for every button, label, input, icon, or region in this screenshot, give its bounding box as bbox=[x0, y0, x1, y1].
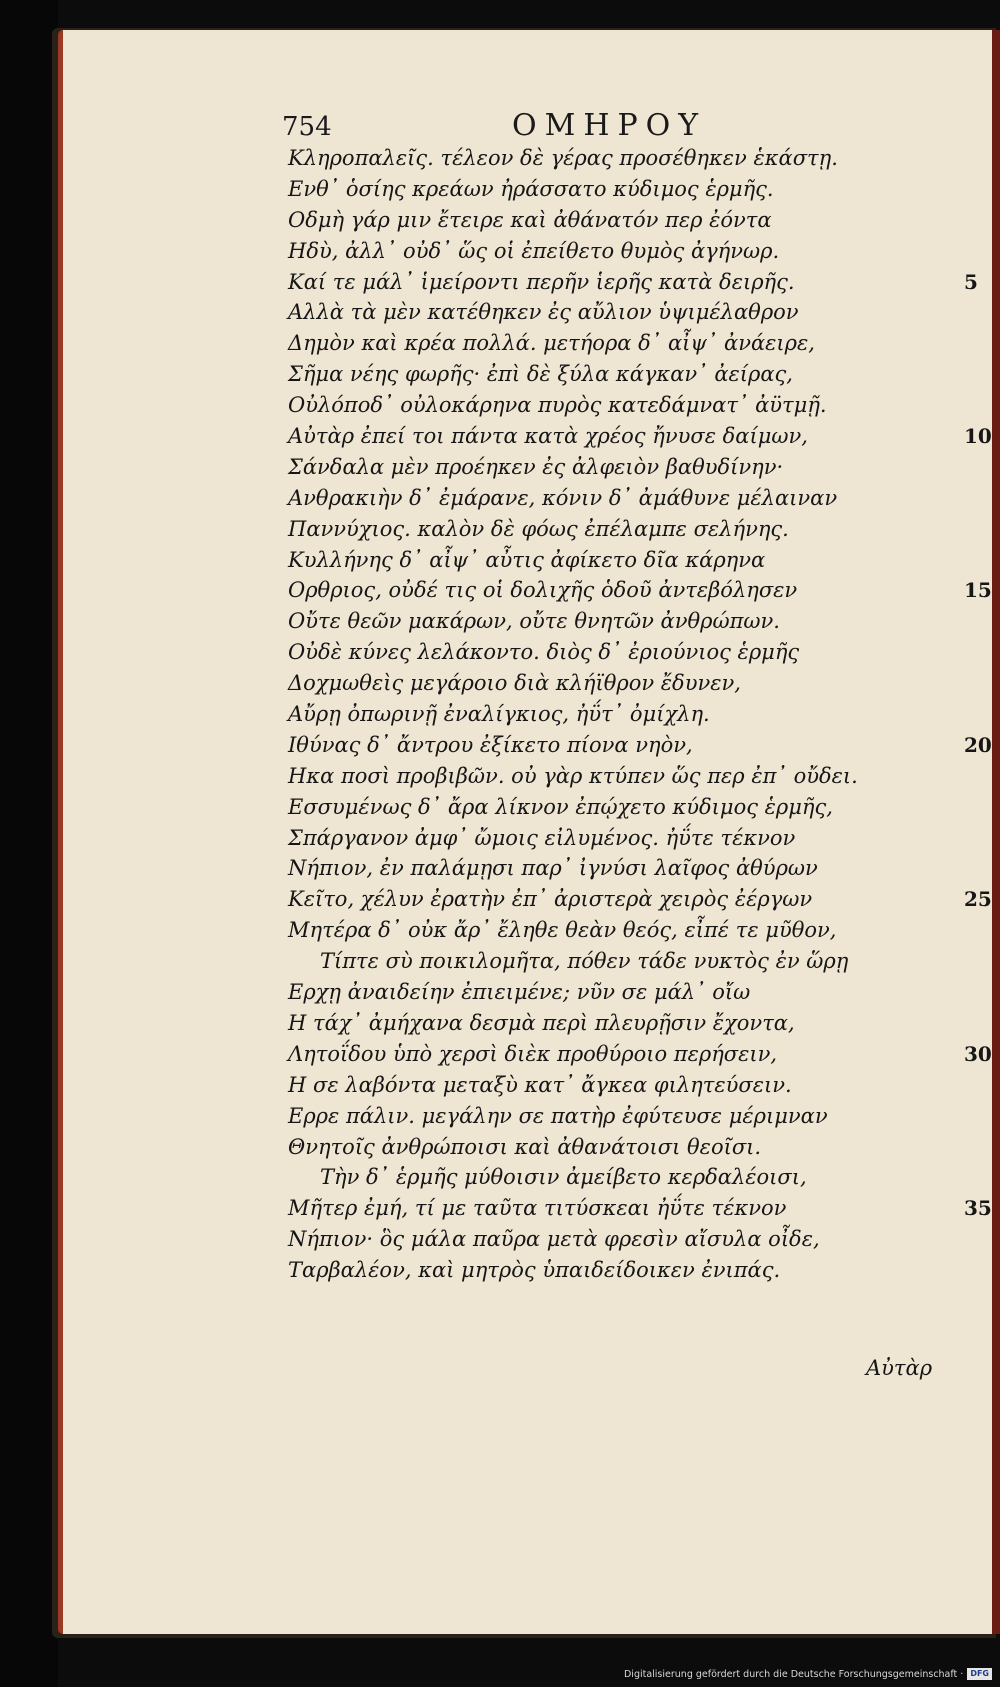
verse-text: Σάνδαλα μὲν προέηκεν ἐς ἀλφειὸν βαθυδίνην· bbox=[288, 454, 784, 479]
verse-line bbox=[288, 359, 978, 390]
verse-text: Δοχμωθεὶς μεγάροιο διὰ κλήϊθρον ἔδυνεν, bbox=[288, 671, 741, 696]
verse-text: Η τάχ᾽ ἀμήχανα δεσμὰ περὶ πλευρῇσιν ἔχοντα, bbox=[288, 1010, 795, 1035]
verse-text: Η σε λαβόντα μεταξὺ κατ᾽ ἄγκεα φιλητεύσειν. bbox=[288, 1072, 792, 1097]
verse-line bbox=[288, 637, 978, 668]
verse-text: Ερχῃ ἀναιδείην ἐπιειμένε; νῦν σε μάλ᾽ οἴω bbox=[288, 980, 751, 1005]
line-number: 25 bbox=[964, 887, 992, 912]
verse-text: Οὐδὲ κύνες λελάκοντο. διὸς δ᾽ ἐριούνιος ἑρμῆς bbox=[288, 640, 800, 665]
verse-line bbox=[288, 823, 978, 854]
verse-text: Ορθριος, οὐδέ τις οἱ δολιχῆς ὁδοῦ ἀντεβόλησεν bbox=[288, 578, 798, 603]
verse-line bbox=[288, 730, 992, 761]
verse-line bbox=[288, 545, 978, 576]
verse-text: Καί τε μάλ᾽ ἱμείροντι περῆν ἱερῆς κατὰ δειρῆς. bbox=[288, 269, 795, 294]
verse-line bbox=[288, 1039, 992, 1070]
verse-line bbox=[288, 297, 978, 328]
verse-text: Οὐλόποδ᾽ οὐλοκάρηνα πυρὸς κατεδάμνατ᾽ ἀϋτμῇ. bbox=[288, 393, 827, 418]
verse-text: Τίπτε σὺ ποικιλομῆτα, πόθεν τάδε νυκτὸς ἐν ὥρῃ bbox=[320, 949, 849, 974]
verse-text: Ηδὺ, ἀλλ᾽ οὐδ᾽ ὥς οἱ ἐπείθετο θυμὸς ἀγήνωρ. bbox=[288, 238, 780, 263]
verse-line bbox=[288, 699, 978, 730]
verse-text: Λητοΐδου ὑπὸ χερσὶ διὲκ προθύροιο περήσειν, bbox=[288, 1041, 778, 1066]
verse-line bbox=[288, 174, 978, 205]
footer-credit: Digitalisierung gefördert durch die Deutsche Forschungsgemeinschaft · bbox=[623, 1668, 964, 1680]
verse-text: Σῆμα νέης φωρῆς· ἐπὶ δὲ ξύλα κάγκαν᾽ ἀείρας, bbox=[288, 362, 793, 387]
verse-line bbox=[288, 421, 992, 452]
page-edge-strip bbox=[992, 30, 1000, 1634]
verse-text: Νήπιον· ὃς μάλα παῦρα μετὰ φρεσὶν αἴσυλα οἶδε, bbox=[288, 1227, 820, 1252]
verse-text: Ταρβαλέον, καὶ μητρὸς ὑπαιδείδοικεν ἐνιπάς. bbox=[288, 1258, 781, 1283]
verse-text: Τὴν δ᾽ ἑρμῆς μύθοισιν ἀμείβετο κερδαλέοισι, bbox=[320, 1165, 807, 1190]
verse-text: Ανθρακιὴν δ᾽ ἐμάρανε, κόνιν δ᾽ ἀμάθυνε μέλαιναν bbox=[288, 485, 838, 510]
line-number: 20 bbox=[964, 732, 992, 757]
line-number: 30 bbox=[964, 1041, 992, 1066]
verse-line bbox=[288, 792, 978, 823]
verse-line bbox=[288, 606, 978, 637]
verse-line bbox=[288, 1255, 978, 1286]
line-number: 15 bbox=[964, 578, 992, 603]
verse-text: Μῆτερ ἐμή, τί με ταῦτα τιτύσκεαι ἠΰτε τέκνον bbox=[288, 1196, 787, 1221]
verse-line bbox=[288, 1193, 992, 1224]
catchword: Αὐτὰρ bbox=[866, 1356, 933, 1380]
running-head bbox=[282, 108, 922, 148]
verse-line bbox=[288, 1008, 978, 1039]
line-number: 10 bbox=[964, 424, 992, 449]
verse-line bbox=[288, 1101, 978, 1132]
verse-text: Θνητοῖς ἀνθρώποισι καὶ ἀθανάτοισι θεοῖσι. bbox=[288, 1134, 762, 1159]
verse-line bbox=[288, 483, 978, 514]
verse-text: Αὔρῃ ὀπωρινῇ ἐναλίγκιος, ἠΰτ᾽ ὀμίχλη. bbox=[288, 702, 710, 727]
verse-line bbox=[288, 514, 978, 545]
verse-text: Εσσυμένως δ᾽ ἄρα λίκνον ἐπῴχετο κύδιμος ἑρμῆς, bbox=[288, 794, 833, 819]
verse-line bbox=[288, 853, 978, 884]
verse-text: Αλλὰ τὰ μὲν κατέθηκεν ἐς αὔλιον ὑψιμέλαθρον bbox=[288, 300, 799, 325]
footer bbox=[624, 1666, 992, 1682]
dfg-logo-icon: DFG bbox=[967, 1668, 992, 1680]
verse-text: Παννύχιος. καλὸν δὲ φόως ἐπέλαμπε σελήνης. bbox=[288, 516, 789, 541]
verse-line bbox=[288, 761, 978, 792]
verse-text: Σπάργανον ἀμφ᾽ ὤμοις εἰλυμένος. ἠΰτε τέκνον bbox=[288, 825, 796, 850]
verse-line bbox=[288, 205, 978, 236]
verse-line bbox=[288, 1132, 978, 1163]
verse-text: Οδμὴ γάρ μιν ἔτειρε καὶ ἀθάνατόν περ ἐόντα bbox=[288, 207, 772, 232]
verse-line bbox=[288, 143, 978, 174]
line-number: 35 bbox=[964, 1196, 992, 1221]
verse-line bbox=[288, 946, 978, 977]
verse-text: Ιθύνας δ᾽ ἄντρου ἐξίκετο πίονα νηὸν, bbox=[288, 732, 693, 757]
verse-text: Μητέρα δ᾽ οὐκ ἄρ᾽ ἔληθε θεὰν θεός, εἶπέ τε μῦθον, bbox=[288, 918, 837, 943]
verse-text: Ενθ᾽ ὁσίης κρεάων ἠράσσατο κύδιμος ἑρμῆς. bbox=[288, 176, 774, 201]
verse-line bbox=[288, 390, 978, 421]
verse-line bbox=[288, 575, 992, 606]
verse-line bbox=[288, 1162, 978, 1193]
verse-text: Κληροπαλεῖς. τέλεον δὲ γέρας προσέθηκεν ἑκάστῃ. bbox=[288, 146, 838, 170]
verse-line bbox=[288, 1070, 978, 1101]
verse-line bbox=[288, 884, 992, 915]
verse-text: Αὐτὰρ ἐπεί τοι πάντα κατὰ χρέος ἤνυσε δαίμων, bbox=[288, 424, 808, 449]
verse-text: Νήπιον, ἐν παλάμῃσι παρ᾽ ἰγνύσι λαῖφος ἀθύρων bbox=[288, 856, 818, 881]
verse-text: Οὔτε θεῶν μακάρων, οὔτε θνητῶν ἀνθρώπων. bbox=[288, 609, 780, 634]
verse-text: Κεῖτο, χέλυν ἐρατὴν ἐπ᾽ ἀριστερὰ χειρὸς ἐέργων bbox=[288, 887, 813, 912]
left-margin-dark bbox=[0, 0, 58, 1687]
verse-line bbox=[288, 267, 978, 298]
verse-text: Δημὸν καὶ κρέα πολλά. μετήορα δ᾽ αἶψ᾽ ἀνάειρε, bbox=[288, 331, 815, 356]
verse-line bbox=[288, 915, 978, 946]
verse-line bbox=[288, 977, 978, 1008]
verse-line bbox=[288, 236, 978, 267]
header-title: ΟΜΗΡΟΥ bbox=[512, 108, 707, 143]
verse-text: Κυλλήνης δ᾽ αἶψ᾽ αὖτις ἀφίκετο δῖα κάρηνα bbox=[288, 547, 766, 572]
verse-line bbox=[288, 1224, 978, 1255]
verse-text: Ερρε πάλιν. μεγάλην σε πατὴρ ἐφύτευσε μέριμναν bbox=[288, 1103, 828, 1128]
page-number: 754 bbox=[282, 112, 332, 142]
verse-line bbox=[288, 668, 978, 699]
verse-block bbox=[288, 143, 992, 1286]
verse-line bbox=[288, 328, 978, 359]
line-number: 5 bbox=[964, 269, 978, 294]
verse-line bbox=[288, 452, 978, 483]
verse-text: Ηκα ποσὶ προβιβῶν. οὐ γὰρ κτύπεν ὥς περ ἐπ᾽ οὔδει. bbox=[288, 763, 858, 788]
